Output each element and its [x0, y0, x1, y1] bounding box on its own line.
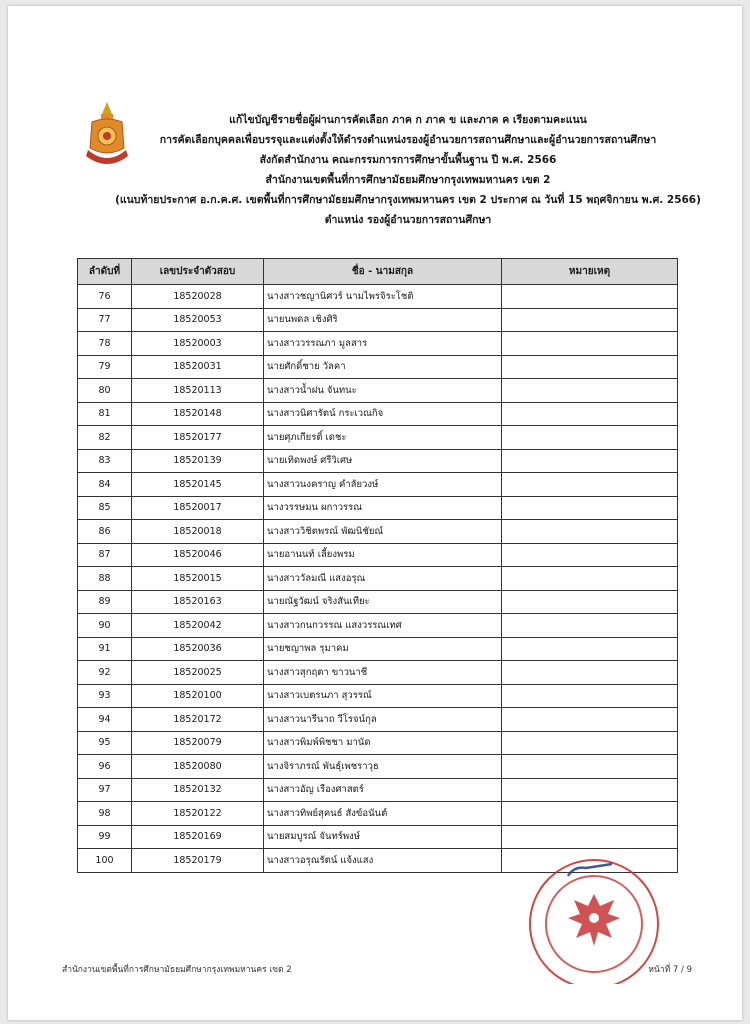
cell-note [502, 449, 678, 473]
cell-order: 77 [78, 308, 132, 332]
cell-name: นางสาวน้ำฝน จันทนะ [264, 379, 502, 403]
cell-name: นายศุภเกียรติ์ เดชะ [264, 426, 502, 450]
cell-note [502, 543, 678, 567]
cell-note [502, 637, 678, 661]
cell-order: 81 [78, 402, 132, 426]
cell-name: นางสาวสุกฤตา ขาวนาชี [264, 661, 502, 685]
cell-order: 79 [78, 355, 132, 379]
cell-order: 98 [78, 802, 132, 826]
cell-name: นายอานนท์ เลี้ยงพรม [264, 543, 502, 567]
table-row [78, 543, 678, 567]
cell-name: นางสาวนิศารัตน์ กระเวณกิจ [264, 402, 502, 426]
document-header [108, 110, 708, 230]
table-row [78, 426, 678, 450]
table-row [78, 449, 678, 473]
cell-note [502, 285, 678, 309]
table-row [78, 755, 678, 779]
cell-name: นางสาวนารีนาถ วีโรจน์กุล [264, 708, 502, 732]
cell-exam-id: 18520177 [132, 426, 264, 450]
cell-order: 82 [78, 426, 132, 450]
cell-order: 91 [78, 637, 132, 661]
cell-exam-id: 18520139 [132, 449, 264, 473]
cell-note [502, 731, 678, 755]
table-row [78, 590, 678, 614]
cell-order: 93 [78, 684, 132, 708]
cell-name: นางจิราภรณ์ พันธุ์เพชราวุธ [264, 755, 502, 779]
cell-note [502, 661, 678, 685]
cell-note [502, 308, 678, 332]
cell-exam-id: 18520053 [132, 308, 264, 332]
cell-exam-id: 18520036 [132, 637, 264, 661]
official-seal-stamp [516, 854, 666, 984]
cell-order: 97 [78, 778, 132, 802]
column-header-note: หมายเหตุ [502, 259, 678, 285]
cell-note [502, 825, 678, 849]
cell-exam-id: 18520132 [132, 778, 264, 802]
cell-note [502, 496, 678, 520]
cell-name: นางสาววัลมณี แสงอรุณ [264, 567, 502, 591]
table-row [78, 637, 678, 661]
cell-name: นางสาววรรณภา มูลสาร [264, 332, 502, 356]
cell-exam-id: 18520145 [132, 473, 264, 497]
cell-order: 83 [78, 449, 132, 473]
table-row [78, 520, 678, 544]
cell-exam-id: 18520015 [132, 567, 264, 591]
cell-name: นางสาวชญานิศวร์ นามไพรจิระโชติ [264, 285, 502, 309]
cell-order: 100 [78, 849, 132, 873]
cell-note [502, 802, 678, 826]
cell-note [502, 426, 678, 450]
cell-note [502, 379, 678, 403]
cell-name: นายสมบูรณ์ จันทร์พงษ์ [264, 825, 502, 849]
garuda-emblem-icon [568, 894, 620, 946]
cell-order: 90 [78, 614, 132, 638]
cell-note [502, 778, 678, 802]
table-row [78, 332, 678, 356]
cell-name: นายศักดิ์ชาย วัลคา [264, 355, 502, 379]
table-row [78, 496, 678, 520]
cell-name: นายณัฐวัฒน์ จริงสันเทียะ [264, 590, 502, 614]
table-body [78, 285, 678, 873]
cell-note [502, 332, 678, 356]
cell-name: นางสาวพิมพ์พิชชา มานัด [264, 731, 502, 755]
cell-order: 78 [78, 332, 132, 356]
cell-order: 99 [78, 825, 132, 849]
header-title: แก้ไขบัญชีรายชื่อผู้ผ่านการคัดเลือก ภาค ก ภาค ข และภาค ค เรียงตามคะแนน [229, 114, 587, 126]
cell-exam-id: 18520042 [132, 614, 264, 638]
cell-name: นายนพดล เชิงศิริ [264, 308, 502, 332]
cell-name: นางสาวกนกวรรณ แสงวรรณเทศ [264, 614, 502, 638]
cell-note [502, 614, 678, 638]
document-page [8, 6, 742, 1020]
cell-note [502, 590, 678, 614]
cell-exam-id: 18520031 [132, 355, 264, 379]
cell-name: นางสาววิชิตพรณ์ พัฒนิชัยณ์ [264, 520, 502, 544]
table-row [78, 661, 678, 685]
cell-order: 94 [78, 708, 132, 732]
cell-exam-id: 18520017 [132, 496, 264, 520]
header-subtitle: การคัดเลือกบุคคลเพื่อบรรจุและแต่งตั้งให้ดำรงตำแหน่งรองผู้อำนวยการสถานศึกษาและผู้อำนวยการสถานศึกษา [159, 134, 657, 146]
cell-order: 87 [78, 543, 132, 567]
cell-note [502, 567, 678, 591]
cell-exam-id: 18520163 [132, 590, 264, 614]
table-row [78, 825, 678, 849]
cell-name: นางสาวอรุณรัตน์ แจ้งแสง [264, 849, 502, 873]
header-affiliation: สังกัดสำนักงาน คณะกรรมการการศึกษาขั้นพื้นฐาน ปี พ.ศ. 2566 [259, 154, 557, 166]
cell-note [502, 755, 678, 779]
table-header-row [78, 259, 678, 285]
cell-note [502, 684, 678, 708]
footer-office-name: สำนักงานเขตพื้นที่การศึกษามัธยมศึกษากรุงเทพมหานคร เขต 2 [62, 965, 292, 975]
cell-exam-id: 18520172 [132, 708, 264, 732]
table-row [78, 708, 678, 732]
cell-order: 92 [78, 661, 132, 685]
cell-name: นายชญาพล รุมาคม [264, 637, 502, 661]
cell-note [502, 708, 678, 732]
cell-name: นางสาวนงคราญ คำลัยวงษ์ [264, 473, 502, 497]
cell-name: นายเทิดพงษ์ ศรีวิเศษ [264, 449, 502, 473]
cell-name: นางสาวทิพย์สุคนธ์ สังข์อนันต์ [264, 802, 502, 826]
table-row [78, 473, 678, 497]
cell-note [502, 355, 678, 379]
signature-stroke [568, 864, 612, 876]
column-header-exam-id: เลขประจำตัวสอบ [132, 259, 264, 285]
header-position: ตำแหน่ง รองผู้อำนวยการสถานศึกษา [324, 214, 492, 226]
column-header-name: ชื่อ - นามสกุล [264, 259, 502, 285]
table-row [78, 614, 678, 638]
cell-note [502, 520, 678, 544]
cell-exam-id: 18520100 [132, 684, 264, 708]
table-row [78, 802, 678, 826]
table-row [78, 355, 678, 379]
cell-exam-id: 18520025 [132, 661, 264, 685]
cell-exam-id: 18520080 [132, 755, 264, 779]
cell-exam-id: 18520018 [132, 520, 264, 544]
cell-name: นางสาวอัญ เรืองศาสตร์ [264, 778, 502, 802]
cell-order: 84 [78, 473, 132, 497]
header-office: สำนักงานเขตพื้นที่การศึกษามัธยมศึกษากรุงเทพมหานคร เขต 2 [265, 174, 551, 186]
cell-order: 88 [78, 567, 132, 591]
column-header-order: ลำดับที่ [78, 259, 132, 285]
table-row [78, 684, 678, 708]
cell-order: 80 [78, 379, 132, 403]
cell-order: 89 [78, 590, 132, 614]
cell-exam-id: 18520003 [132, 332, 264, 356]
candidate-table [77, 258, 678, 873]
cell-order: 96 [78, 755, 132, 779]
cell-exam-id: 18520179 [132, 849, 264, 873]
cell-exam-id: 18520113 [132, 379, 264, 403]
cell-note [502, 473, 678, 497]
table-row [78, 402, 678, 426]
cell-exam-id: 18520169 [132, 825, 264, 849]
cell-note [502, 402, 678, 426]
cell-exam-id: 18520028 [132, 285, 264, 309]
cell-exam-id: 18520148 [132, 402, 264, 426]
cell-name: นางสาวเบตรนภา สุวรรณ์ [264, 684, 502, 708]
cell-exam-id: 18520046 [132, 543, 264, 567]
cell-order: 76 [78, 285, 132, 309]
table-row [78, 778, 678, 802]
cell-name: นางวรรษมน ผกาวรรณ [264, 496, 502, 520]
page-number: หน้าที่ 7 / 9 [648, 965, 692, 975]
header-announcement: (แนบท้ายประกาศ อ.ก.ค.ศ. เขตพื้นที่การศึกษามัธยมศึกษากรุงเทพมหานคร เขต 2 ประกาศ ณ วันที่ 15 พฤศจิกายน พ.ศ. 2566) [115, 194, 701, 206]
cell-exam-id: 18520122 [132, 802, 264, 826]
table-row [78, 567, 678, 591]
table-row [78, 379, 678, 403]
table-row [78, 285, 678, 309]
cell-order: 85 [78, 496, 132, 520]
cell-order: 95 [78, 731, 132, 755]
table-row [78, 731, 678, 755]
table-row [78, 308, 678, 332]
cell-exam-id: 18520079 [132, 731, 264, 755]
cell-order: 86 [78, 520, 132, 544]
